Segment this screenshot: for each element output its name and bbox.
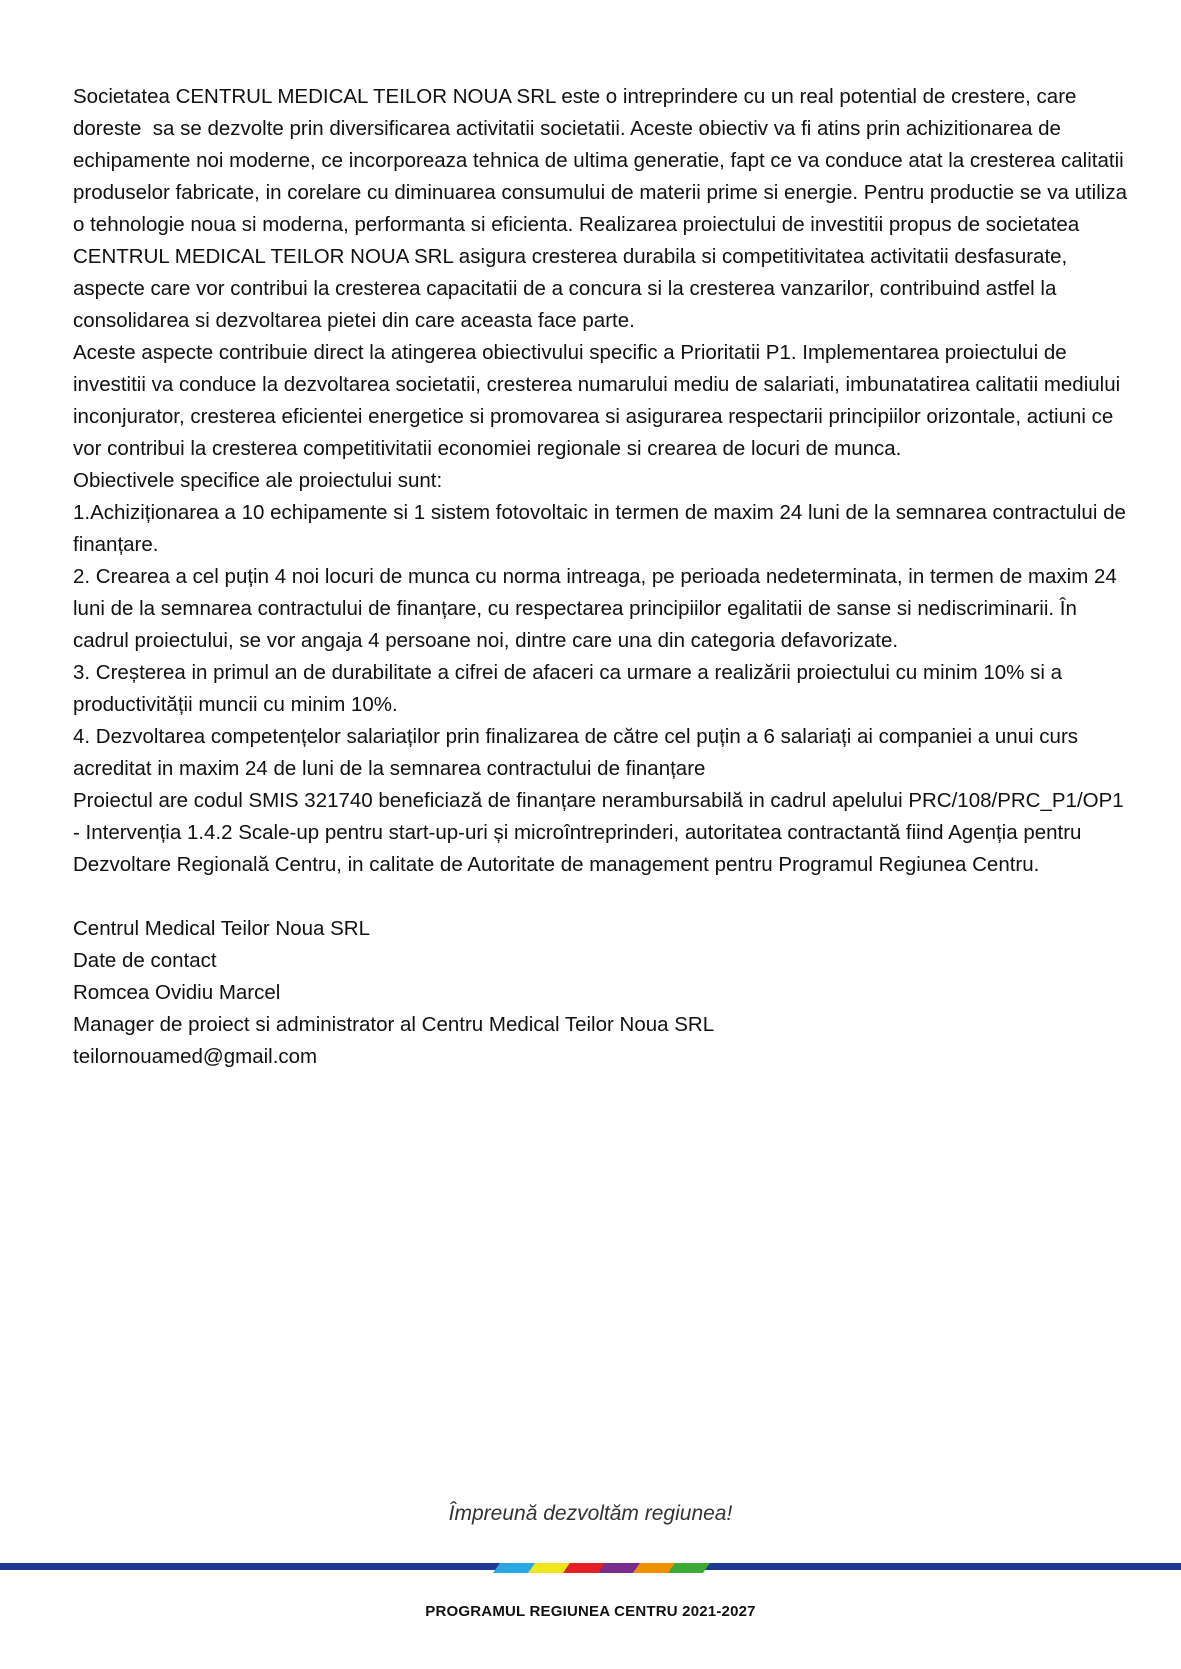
objectives-heading: Obiectivele specifice ale proiectului sunt: [73,469,443,492]
objective-3: 3. Creșterea in primul an de durabilitate a cifrei de afaceri ca urmare a realizării proiectului cu minim 10% si a productivității muncii cu minim 10%. [73,661,1068,716]
footer-program-title: PROGRAMUL REGIUNEA CENTRU 2021-2027 [425,1603,756,1620]
contact-company: Centrul Medical Teilor Noua SRL [73,917,371,940]
stripe-segment-yellow [528,1563,570,1573]
paragraph-priority: Aceste aspecte contribuie direct la atingerea obiectivului specific a Prioritatii P1. Implementarea proiectului de investitii va conduce la dezvoltarea societatii, cresterea numarului mediu de salariati, imbunatatirea calitatii mediului inconjurator, cresterea eficientei energetice si promovarea si asigurarea respectarii principiilor orizontale, actiuni ce vor contribui la cresterea competitivitatii economiei regionale si crearea de locuri de munca. [73,341,1126,460]
contact-heading: Date de contact [73,949,217,972]
stripe-segment-green [668,1563,710,1573]
contact-person: Romcea Ovidiu Marcel [73,981,281,1004]
contact-role: Manager de proiect si administrator al Centru Medical Teilor Noua SRL [73,1013,715,1036]
paragraph-funding: Proiectul are codul SMIS 321740 beneficiază de finanțare nerambursabilă in cadrul apelului PRC/108/PRC_P1/OP1 - Intervenția 1.4.2 Scale-up pentru start-up-uri și microîntreprinderi, autoritatea contractantă fiind Agenția pentru Dezvoltare Regională Centru, in calitate de Autoritate de management pentru Programul Regiunea Centru. [73,789,1130,876]
stripe-segment-red [563,1563,605,1573]
objective-1: 1.Achiziționarea a 10 echipamente si 1 sistem fotovoltaic in termen de maxim 24 luni de la semnarea contractului de finanțare. [73,501,1132,556]
stripe-segment-orange [633,1563,675,1573]
footer-slogan: Împreună dezvoltăm regiunea! [448,1502,733,1525]
stripe-segment-purple [598,1563,640,1573]
document-body [73,81,1133,1073]
stripe-segment-blue [493,1563,535,1573]
spacer [73,881,1133,913]
paragraph-intro: Societatea CENTRUL MEDICAL TEILOR NOUA SRL este o intreprindere cu un real potential de crestere, care doreste sa se dezvolte prin diversificarea activitatii societatii. Aceste obiectiv va fi atins prin achizitionarea de echipamente noi moderne, ce incorporeaza tehnica de ultima generatie, fapt ce va conduce atat la cresterea calitatii produselor fabricate, in corelare cu diminuarea consumului de materii prime si energie. Pentru productie se va utiliza o tehnologie noua si moderna, performanta si eficienta. Realizarea proiectului de investitii propus de societatea CENTRUL MEDICAL TEILOR NOUA SRL asigura cresterea durabila si competitivitatea activitatii desfasurate, aspecte care vor contribui la cresterea capacitatii de a concura si la cresterea vanzarilor, contribuind astfel la consolidarea si dezvoltarea pietei din care aceasta face parte. [73,85,1133,332]
contact-email: teilornouamed@gmail.com [73,1045,318,1068]
objective-2: 2. Crearea a cel puțin 4 noi locuri de munca cu norma intreaga, pe perioada nedeterminata, in termen de maxim 24 luni de la semnarea contractului de finanțare, cu respectarea principiilor egalitatii de sanse si nediscriminarii. În cadrul proiectului, se vor angaja 4 persoane noi, dintre care una din categoria defavorizate. [73,565,1123,652]
footer-color-stripe [0,1563,1181,1573]
objective-4: 4. Dezvoltarea competențelor salariaților prin finalizarea de către cel puțin a 6 salariați ai companiei a unui curs acreditat in maxim 24 de luni de la semnarea contractului de finanțare [73,725,1084,780]
